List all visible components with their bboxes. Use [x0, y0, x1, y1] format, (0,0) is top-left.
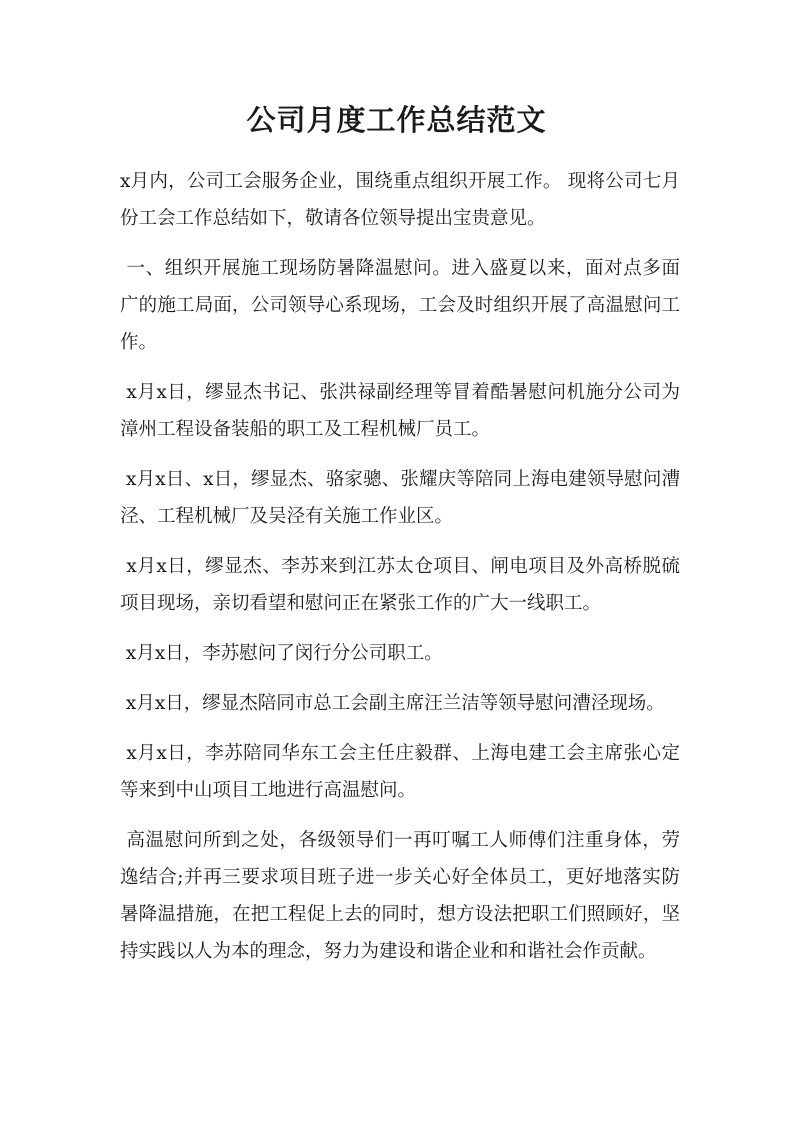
paragraph-section-one: 一、组织开展施工现场防暑降温慰问。进入盛夏以来，面对点多面广的施工局面，公司领导心系现场，工会及时组织开展了高温慰问工作。: [120, 258, 680, 353]
paragraph-event-6: x月x日，李苏陪同华东工会主任庄毅群、上海电建工会主席张心定等来到中山项目工地进行高温慰问。: [120, 743, 680, 801]
paragraph-conclusion: 高温慰问所到之处，各级领导们一再叮嘱工人师傅们注重身体，劳逸结合;并再三要求项目班子进一步关心好全体员工，更好地落实防暑降温措施，在把工程促上去的同时，想方设法把职工们照顾好，坚持实践以人为本的理念，努力为建设和谐企业和和谐社会作贡献。: [120, 830, 680, 962]
paragraph-intro: x月内，公司工会服务企业，围绕重点组织开展工作。 现将公司七月份工会工作总结如下，敬请各位领导提出宝贵意见。: [120, 171, 680, 229]
paragraph-event-3: x月x日，缪显杰、李苏来到江苏太仓项目、闸电项目及外高桥脱硫项目现场，亲切看望和慰问正在紧张工作的广大一线职工。: [120, 556, 680, 614]
paragraph-event-4: x月x日，李苏慰问了闵行分公司职工。: [120, 643, 443, 664]
paragraph-event-1: x月x日，缪显杰书记、张洪禄副经理等冒着酷暑慰问机施分公司为漳州工程设备装船的职工及工程机械厂员工。: [120, 382, 680, 440]
document-body: [120, 163, 680, 983]
paragraph-event-2: x月x日、x日，缪显杰、骆家骢、张耀庆等陪同上海电建领导慰问漕泾、工程机械厂及吴泾有关施工作业区。: [120, 469, 680, 527]
paragraph-event-5: x月x日，缪显杰陪同市总工会副主席汪兰洁等领导慰问漕泾现场。: [120, 693, 665, 714]
document-title: 公司月度工作总结范文: [246, 103, 547, 137]
